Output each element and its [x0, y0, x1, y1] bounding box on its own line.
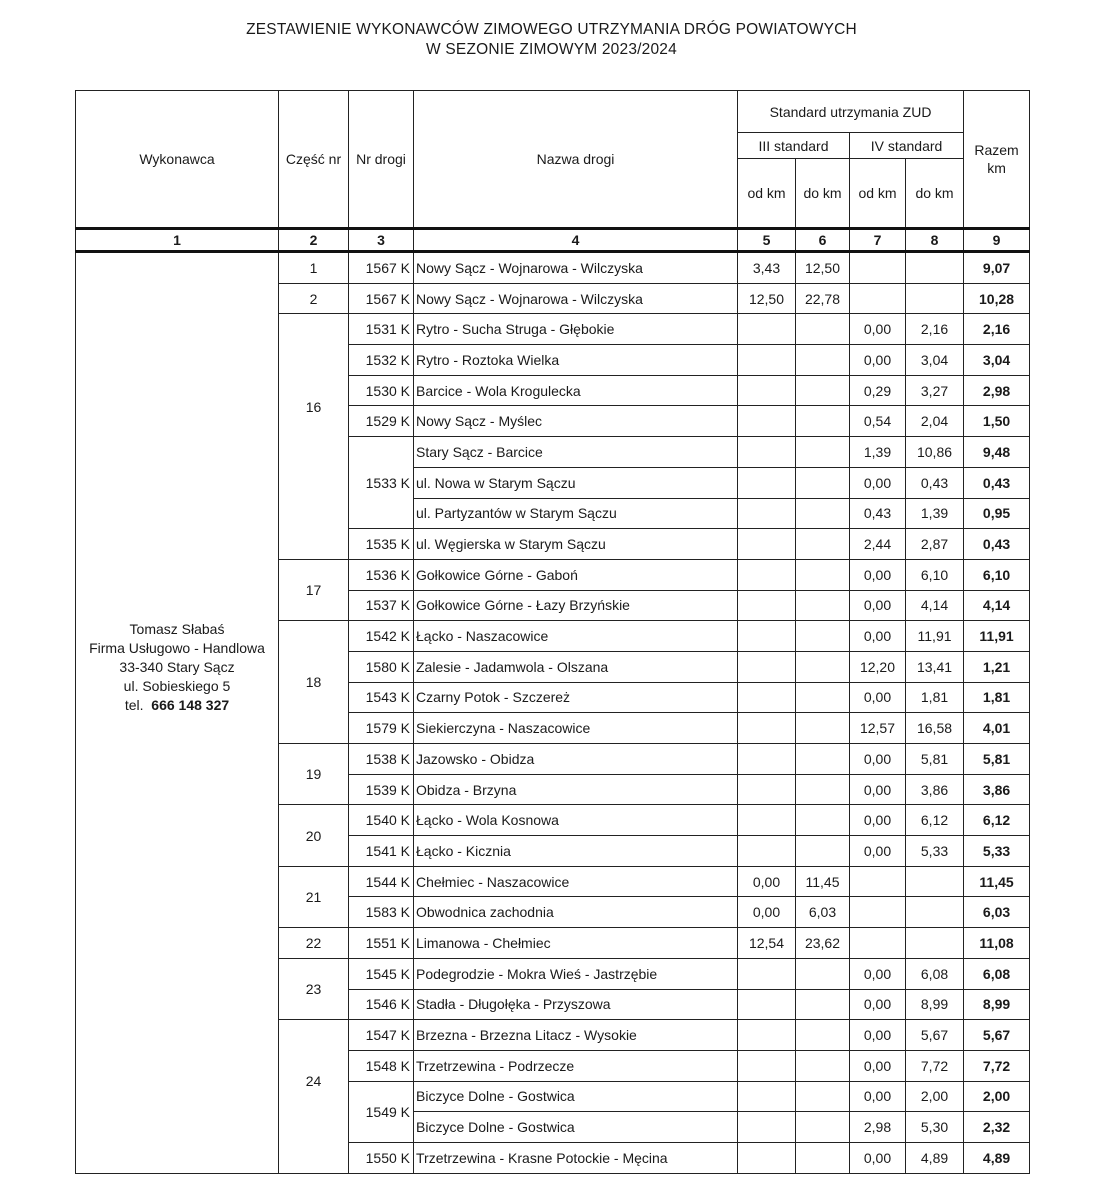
iv-do-km: 5,67 — [906, 1020, 964, 1051]
index-cell: 1 — [76, 229, 279, 252]
road-name: Jazowsko - Obidza — [414, 744, 738, 775]
column-index-row — [76, 229, 1030, 252]
part-number: 19 — [279, 744, 349, 805]
road-name: Biczyce Dolne - Gostwica — [414, 1081, 738, 1112]
iii-do-km: 23,62 — [796, 928, 850, 959]
contractor-name: Tomasz Słabaś — [129, 621, 225, 638]
road-name: Nowy Sącz - Myślec — [414, 406, 738, 437]
road-number: 1539 K — [349, 774, 414, 805]
road-name: Rytro - Roztoka Wielka — [414, 345, 738, 376]
road-name: Zalesie - Jadamwola - Olszana — [414, 651, 738, 682]
iii-do-km — [796, 498, 850, 529]
road-name: ul. Węgierska w Starym Sączu — [414, 529, 738, 560]
part-number: 20 — [279, 805, 349, 866]
road-number: 1537 K — [349, 590, 414, 621]
contractors-table — [75, 90, 1030, 1174]
road-name: Rytro - Sucha Struga - Głębokie — [414, 314, 738, 345]
iii-do-km — [796, 958, 850, 989]
iii-do-km — [796, 406, 850, 437]
iv-do-km: 4,89 — [906, 1142, 964, 1173]
index-cell: 2 — [279, 229, 349, 252]
iii-od-km — [738, 774, 796, 805]
iv-do-km: 13,41 — [906, 651, 964, 682]
iv-od-km: 12,57 — [850, 713, 906, 744]
part-number: 22 — [279, 928, 349, 959]
iii-od-km — [738, 1020, 796, 1051]
iv-od-km: 0,29 — [850, 375, 906, 406]
iii-do-km — [796, 467, 850, 498]
iii-do-km — [796, 774, 850, 805]
road-number: 1567 K — [349, 252, 414, 284]
index-cell: 7 — [850, 229, 906, 252]
iii-od-km — [738, 651, 796, 682]
total-km: 6,08 — [964, 958, 1030, 989]
iii-od-km — [738, 1050, 796, 1081]
iii-do-km — [796, 744, 850, 775]
contractor-postal: 33-340 Stary Sącz — [119, 659, 235, 676]
total-km: 5,67 — [964, 1020, 1030, 1051]
road-number: 1538 K — [349, 744, 414, 775]
road-number: 1532 K — [349, 345, 414, 376]
total-km: 10,28 — [964, 283, 1030, 314]
iv-od-km: 0,00 — [850, 345, 906, 376]
iv-do-km: 10,86 — [906, 437, 964, 468]
iv-od-km: 0,00 — [850, 1050, 906, 1081]
iii-do-km — [796, 836, 850, 867]
iii-od-km — [738, 437, 796, 468]
total-km: 5,81 — [964, 744, 1030, 775]
iv-od-km: 2,44 — [850, 529, 906, 560]
index-cell: 9 — [964, 229, 1030, 252]
iv-do-km — [906, 897, 964, 928]
road-number: 1541 K — [349, 836, 414, 867]
road-number: 1531 K — [349, 314, 414, 345]
iii-od-km: 12,54 — [738, 928, 796, 959]
total-km: 1,50 — [964, 406, 1030, 437]
road-number: 1540 K — [349, 805, 414, 836]
iii-do-km — [796, 1112, 850, 1143]
road-name: Podegrodzie - Mokra Wieś - Jastrzębie — [414, 958, 738, 989]
iii-od-km — [738, 1142, 796, 1173]
iv-do-km: 5,81 — [906, 744, 964, 775]
iii-do-km — [796, 1142, 850, 1173]
road-number: 1544 K — [349, 866, 414, 897]
part-number: 18 — [279, 621, 349, 744]
iv-do-km: 3,86 — [906, 774, 964, 805]
header-wykonawca: Wykonawca — [76, 91, 279, 229]
road-name: Nowy Sącz - Wojnarowa - Wilczyska — [414, 252, 738, 284]
total-km: 2,32 — [964, 1112, 1030, 1143]
part-number: 23 — [279, 958, 349, 1019]
index-cell: 3 — [349, 229, 414, 252]
iii-od-km — [738, 682, 796, 713]
iii-do-km — [796, 590, 850, 621]
iv-od-km — [850, 897, 906, 928]
total-km: 8,99 — [964, 989, 1030, 1020]
iv-od-km — [850, 928, 906, 959]
road-name: Łącko - Naszacowice — [414, 621, 738, 652]
iii-od-km — [738, 590, 796, 621]
road-name: Gołkowice Górne - Gaboń — [414, 559, 738, 590]
iii-od-km — [738, 744, 796, 775]
road-name: Czarny Potok - Szczereż — [414, 682, 738, 713]
road-number: 1542 K — [349, 621, 414, 652]
iii-od-km — [738, 1112, 796, 1143]
document-title-line1: ZESTAWIENIE WYKONAWCÓW ZIMOWEGO UTRZYMANIA DRÓG POWIATOWYCH — [246, 21, 857, 38]
total-km: 0,43 — [964, 467, 1030, 498]
iii-do-km — [796, 345, 850, 376]
iv-do-km: 11,91 — [906, 621, 964, 652]
road-name: Nowy Sącz - Wojnarowa - Wilczyska — [414, 283, 738, 314]
road-number: 1530 K — [349, 375, 414, 406]
total-km: 11,08 — [964, 928, 1030, 959]
iii-do-km — [796, 1050, 850, 1081]
iii-do-km — [796, 437, 850, 468]
iv-od-km: 0,00 — [850, 1142, 906, 1173]
header-iii-standard: III standard — [738, 133, 850, 159]
total-km: 5,33 — [964, 836, 1030, 867]
iv-od-km: 0,00 — [850, 1081, 906, 1112]
road-number: 1546 K — [349, 989, 414, 1020]
header-nazwa-drogi: Nazwa drogi — [414, 91, 738, 229]
iv-od-km — [850, 866, 906, 897]
contractor-phone — [79, 696, 275, 715]
road-name: Stadła - Długołęka - Przyszowa — [414, 989, 738, 1020]
iv-do-km: 2,87 — [906, 529, 964, 560]
total-km: 11,91 — [964, 621, 1030, 652]
total-km: 0,95 — [964, 498, 1030, 529]
contractor-company: Firma Usługowo - Handlowa — [89, 640, 265, 657]
iv-od-km: 1,39 — [850, 437, 906, 468]
road-name: Łącko - Kicznia — [414, 836, 738, 867]
header-czesc: Część nr — [279, 91, 349, 229]
iv-od-km: 0,43 — [850, 498, 906, 529]
iv-do-km: 2,00 — [906, 1081, 964, 1112]
iii-do-km — [796, 805, 850, 836]
part-number: 2 — [279, 283, 349, 314]
iii-do-km — [796, 651, 850, 682]
iv-do-km: 7,72 — [906, 1050, 964, 1081]
iv-do-km — [906, 928, 964, 959]
iv-od-km: 0,00 — [850, 774, 906, 805]
total-km: 3,86 — [964, 774, 1030, 805]
road-number: 1535 K — [349, 529, 414, 560]
iii-do-km — [796, 1081, 850, 1112]
road-number: 1550 K — [349, 1142, 414, 1173]
table-row — [76, 252, 1030, 284]
iii-do-km: 6,03 — [796, 897, 850, 928]
iii-od-km: 0,00 — [738, 866, 796, 897]
part-number: 24 — [279, 1020, 349, 1173]
total-km: 6,10 — [964, 559, 1030, 590]
total-km: 2,00 — [964, 1081, 1030, 1112]
iv-od-km: 0,00 — [850, 314, 906, 345]
iv-od-km — [850, 252, 906, 284]
road-number: 1545 K — [349, 958, 414, 989]
road-name: Chełmiec - Naszacowice — [414, 866, 738, 897]
iv-od-km: 0,54 — [850, 406, 906, 437]
header-nr-drogi: Nr drogi — [349, 91, 414, 229]
iv-do-km: 5,30 — [906, 1112, 964, 1143]
iv-do-km: 3,27 — [906, 375, 964, 406]
total-km: 3,04 — [964, 345, 1030, 376]
iii-od-km: 3,43 — [738, 252, 796, 284]
total-km: 4,89 — [964, 1142, 1030, 1173]
road-name: Obwodnica zachodnia — [414, 897, 738, 928]
iii-od-km — [738, 805, 796, 836]
iii-od-km: 12,50 — [738, 283, 796, 314]
total-km: 11,45 — [964, 866, 1030, 897]
iv-od-km: 0,00 — [850, 467, 906, 498]
road-number: 1551 K — [349, 928, 414, 959]
road-number: 1583 K — [349, 897, 414, 928]
iii-od-km — [738, 467, 796, 498]
iv-od-km: 0,00 — [850, 682, 906, 713]
iii-do-km: 11,45 — [796, 866, 850, 897]
contractor-cell — [76, 252, 279, 1174]
road-number: 1548 K — [349, 1050, 414, 1081]
iii-od-km — [738, 713, 796, 744]
iii-od-km — [738, 836, 796, 867]
iii-od-km — [738, 989, 796, 1020]
iv-do-km: 1,81 — [906, 682, 964, 713]
iv-od-km: 0,00 — [850, 958, 906, 989]
iv-od-km: 0,00 — [850, 1020, 906, 1051]
road-number: 1536 K — [349, 559, 414, 590]
road-name: Biczyce Dolne - Gostwica — [414, 1112, 738, 1143]
iii-od-km — [738, 406, 796, 437]
iii-od-km — [738, 1081, 796, 1112]
iv-do-km: 2,04 — [906, 406, 964, 437]
iii-do-km — [796, 1020, 850, 1051]
road-name: Barcice - Wola Krogulecka — [414, 375, 738, 406]
header-standard: Standard utrzymania ZUD — [738, 91, 964, 133]
iv-od-km: 0,00 — [850, 621, 906, 652]
iii-od-km — [738, 621, 796, 652]
road-number: 1567 K — [349, 283, 414, 314]
iii-od-km — [738, 314, 796, 345]
index-cell: 4 — [414, 229, 738, 252]
iv-od-km: 0,00 — [850, 836, 906, 867]
road-number: 1529 K — [349, 406, 414, 437]
road-name: Łącko - Wola Kosnowa — [414, 805, 738, 836]
iv-od-km: 0,00 — [850, 590, 906, 621]
iii-do-km — [796, 559, 850, 590]
iv-do-km — [906, 866, 964, 897]
road-number: 1579 K — [349, 713, 414, 744]
iv-od-km: 0,00 — [850, 805, 906, 836]
iv-do-km: 6,08 — [906, 958, 964, 989]
header-iv-do-km: do km — [906, 159, 964, 229]
iii-do-km — [796, 621, 850, 652]
part-number: 1 — [279, 252, 349, 284]
part-number: 17 — [279, 559, 349, 620]
iv-do-km: 1,39 — [906, 498, 964, 529]
iv-do-km: 8,99 — [906, 989, 964, 1020]
iv-do-km: 2,16 — [906, 314, 964, 345]
road-name: Siekierczyna - Naszacowice — [414, 713, 738, 744]
road-number: 1533 K — [349, 437, 414, 529]
phone-number: 666 148 327 — [151, 697, 230, 714]
document-title-line2: W SEZONIE ZIMOWYM 2023/2024 — [426, 41, 677, 58]
road-name: Trzetrzewina - Krasne Potockie - Męcina — [414, 1142, 738, 1173]
phone-label: tel. — [124, 697, 144, 714]
iii-do-km — [796, 713, 850, 744]
total-km: 9,48 — [964, 437, 1030, 468]
total-km: 2,16 — [964, 314, 1030, 345]
header-iii-do-km: do km — [796, 159, 850, 229]
total-km: 1,81 — [964, 682, 1030, 713]
iii-do-km — [796, 989, 850, 1020]
part-number: 21 — [279, 866, 349, 927]
index-cell: 6 — [796, 229, 850, 252]
iii-od-km — [738, 958, 796, 989]
iv-do-km: 3,04 — [906, 345, 964, 376]
iii-od-km — [738, 559, 796, 590]
total-km: 9,07 — [964, 252, 1030, 284]
iii-od-km — [738, 345, 796, 376]
road-name: Gołkowice Górne - Łazy Brzyńskie — [414, 590, 738, 621]
iv-od-km: 12,20 — [850, 651, 906, 682]
iii-od-km: 0,00 — [738, 897, 796, 928]
iii-do-km: 22,78 — [796, 283, 850, 314]
iv-od-km: 0,00 — [850, 559, 906, 590]
iv-od-km: 0,00 — [850, 744, 906, 775]
road-name: Brzezna - Brzezna Litacz - Wysokie — [414, 1020, 738, 1051]
iv-do-km: 6,12 — [906, 805, 964, 836]
header-iii-od-km: od km — [738, 159, 796, 229]
road-name: Obidza - Brzyna — [414, 774, 738, 805]
iii-do-km — [796, 314, 850, 345]
total-km: 1,21 — [964, 651, 1030, 682]
road-number: 1547 K — [349, 1020, 414, 1051]
index-cell: 8 — [906, 229, 964, 252]
total-km: 0,43 — [964, 529, 1030, 560]
iv-do-km: 4,14 — [906, 590, 964, 621]
iv-od-km: 2,98 — [850, 1112, 906, 1143]
iv-do-km: 16,58 — [906, 713, 964, 744]
iii-od-km — [738, 375, 796, 406]
iv-do-km: 5,33 — [906, 836, 964, 867]
iii-do-km — [796, 682, 850, 713]
iv-od-km — [850, 283, 906, 314]
road-name: Limanowa - Chełmiec — [414, 928, 738, 959]
total-km: 6,12 — [964, 805, 1030, 836]
contractor-street: ul. Sobieskiego 5 — [123, 678, 231, 695]
iii-od-km — [738, 498, 796, 529]
iv-od-km: 0,00 — [850, 989, 906, 1020]
road-number: 1549 K — [349, 1081, 414, 1142]
road-name: ul. Nowa w Starym Sączu — [414, 467, 738, 498]
header-razem: Razem km — [964, 91, 1030, 229]
total-km: 4,01 — [964, 713, 1030, 744]
road-name: ul. Partyzantów w Starym Sączu — [414, 498, 738, 529]
road-name: Trzetrzewina - Podrzecze — [414, 1050, 738, 1081]
iv-do-km: 0,43 — [906, 467, 964, 498]
road-number: 1543 K — [349, 682, 414, 713]
iii-od-km — [738, 529, 796, 560]
total-km: 4,14 — [964, 590, 1030, 621]
iii-do-km — [796, 375, 850, 406]
part-number: 16 — [279, 314, 349, 560]
road-number: 1580 K — [349, 651, 414, 682]
total-km: 2,98 — [964, 375, 1030, 406]
total-km: 6,03 — [964, 897, 1030, 928]
iv-do-km: 6,10 — [906, 559, 964, 590]
total-km: 7,72 — [964, 1050, 1030, 1081]
iv-do-km — [906, 252, 964, 284]
iv-do-km — [906, 283, 964, 314]
header-iv-standard: IV standard — [850, 133, 964, 159]
index-cell: 5 — [738, 229, 796, 252]
iii-do-km: 12,50 — [796, 252, 850, 284]
iii-do-km — [796, 529, 850, 560]
header-iv-od-km: od km — [850, 159, 906, 229]
road-name: Stary Sącz - Barcice — [414, 437, 738, 468]
